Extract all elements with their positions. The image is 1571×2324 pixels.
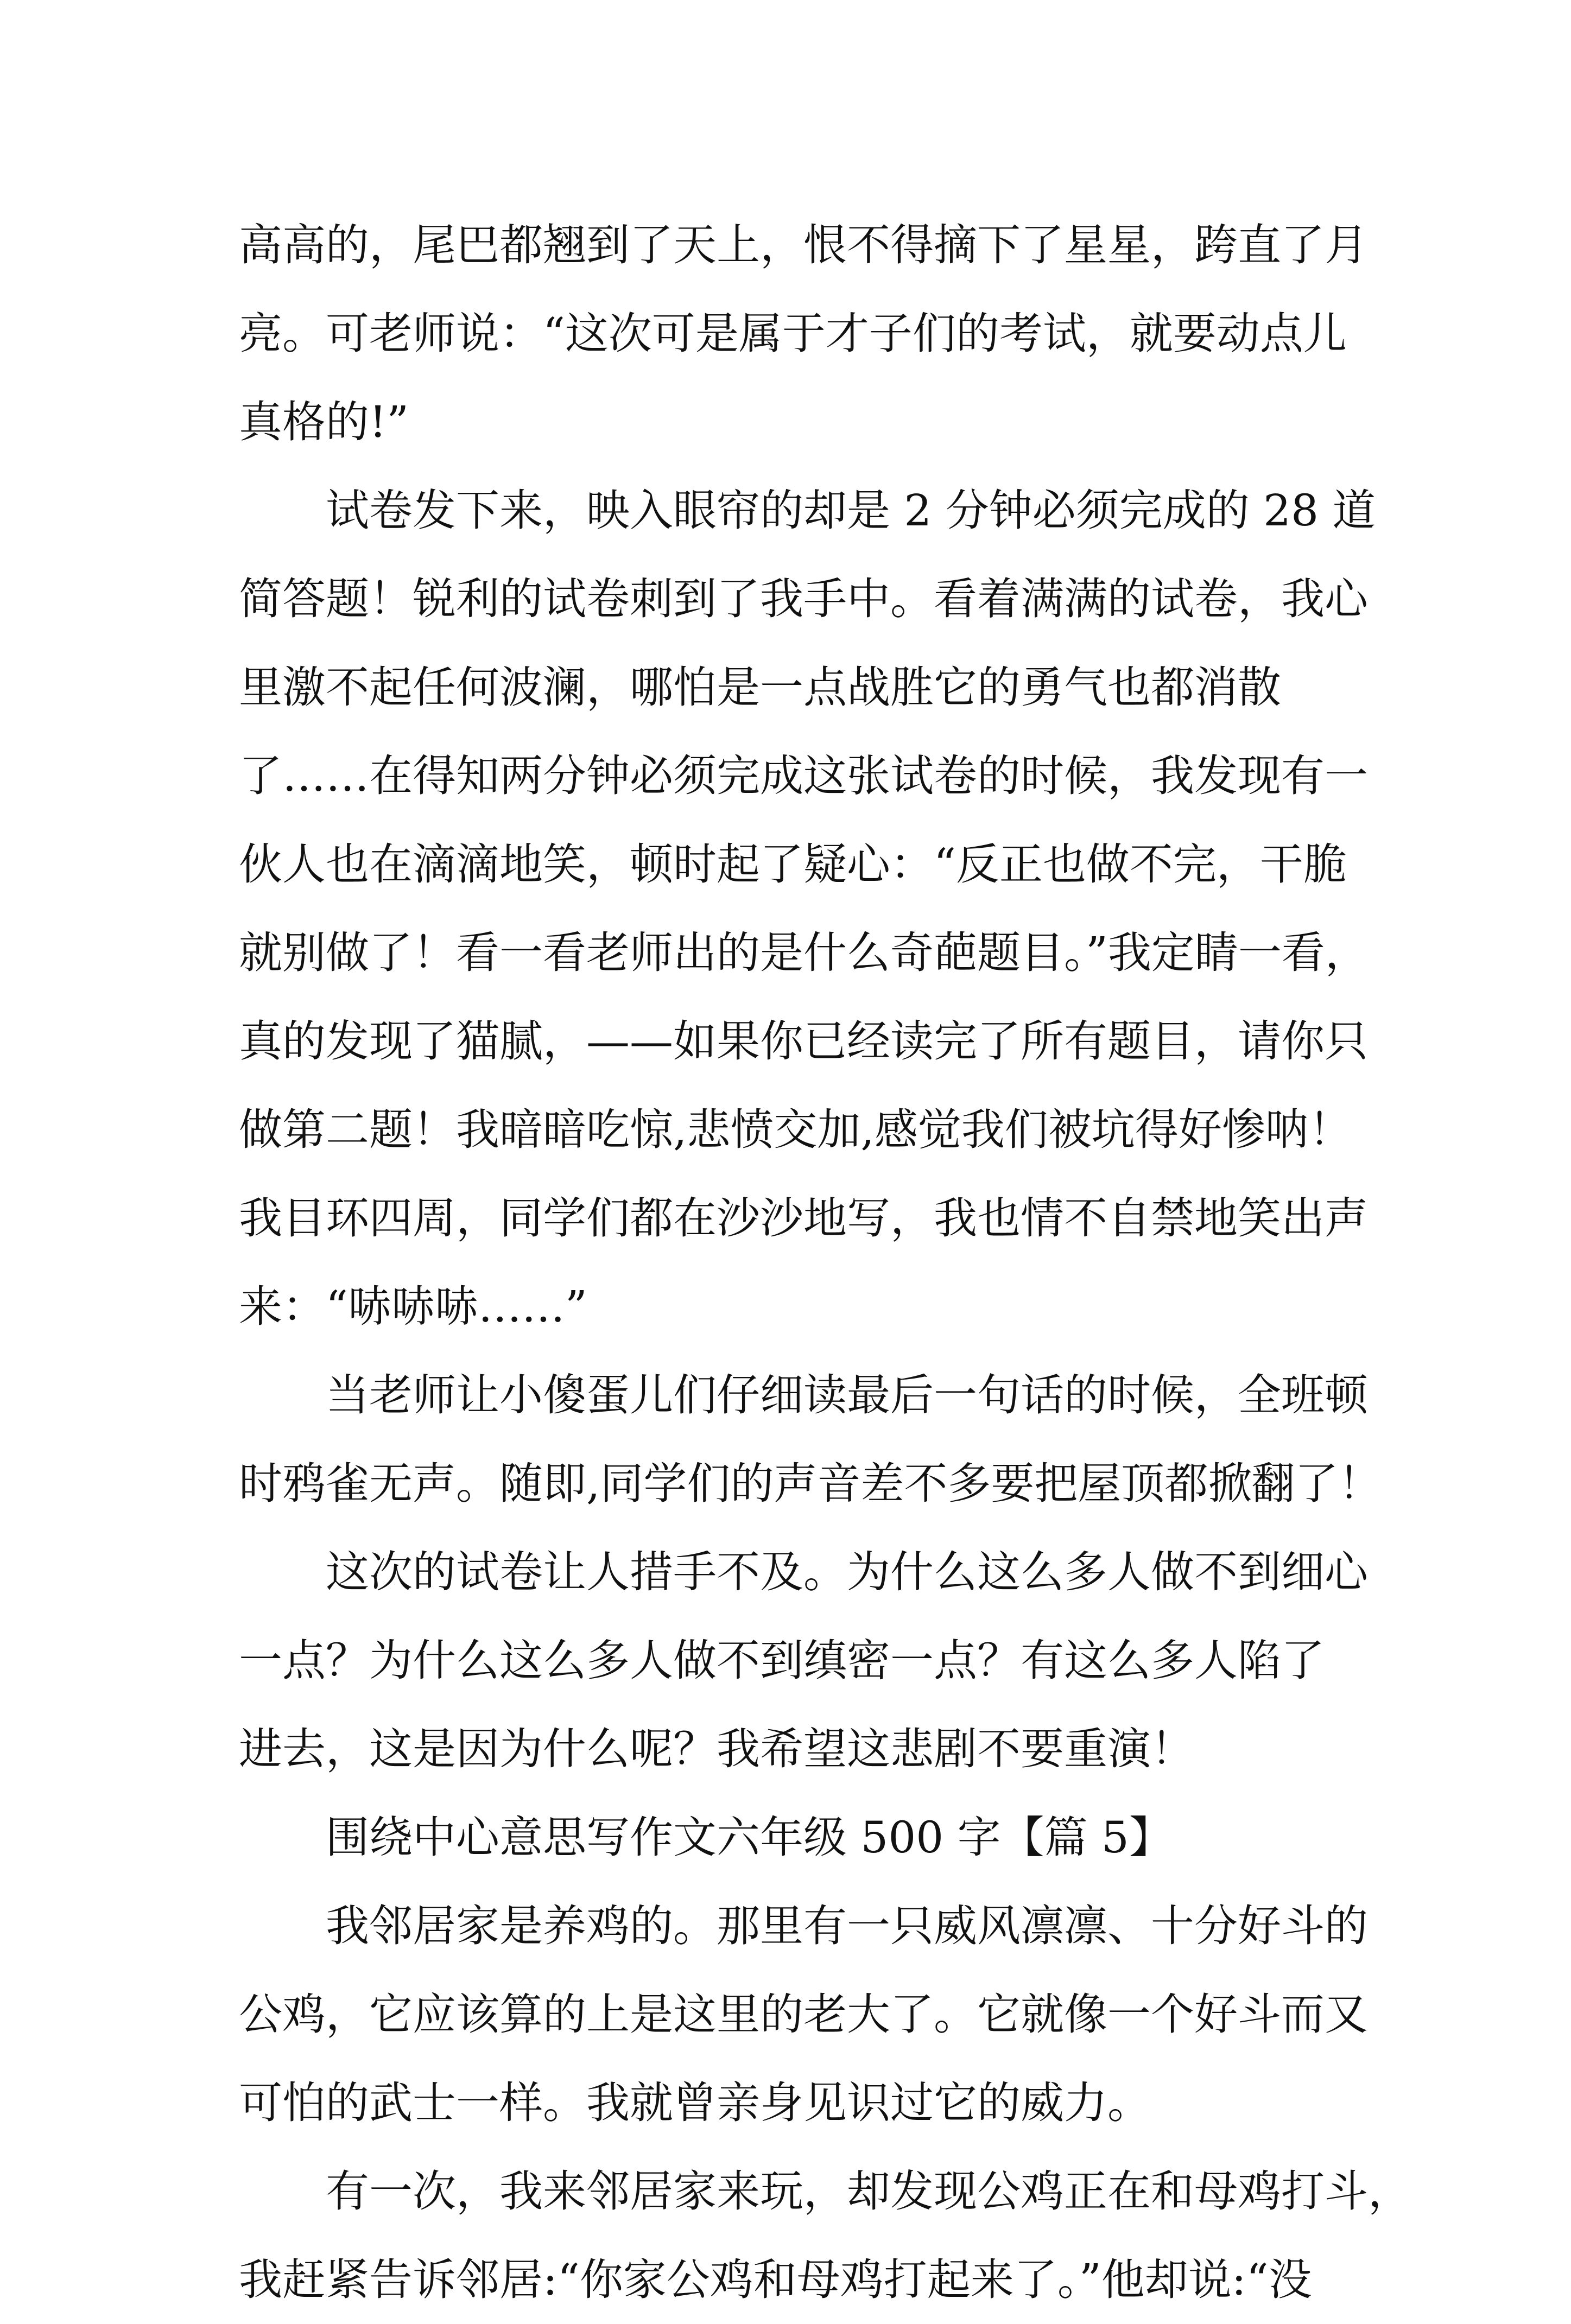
text-line: 做第二题！我暗暗吃惊,悲愤交加,感觉我们被坑得好惨呐！ (239, 1104, 1352, 1155)
paragraph-start-line: 试卷发下来，映入眼帘的却是 2 分钟必须完成的 28 道 (326, 485, 1376, 536)
paragraph-start-line: 我邻居家是养鸡的。那里有一只威风凛凛、十分好斗的 (326, 1901, 1368, 1951)
text-line: 高高的，尾巴都翘到了天上，恨不得摘下了星星，跨直了月 (239, 220, 1368, 270)
article-body (239, 201, 1411, 2324)
text-line: 进去，这是因为什么呢？我希望这悲剧不要重演！ (239, 1724, 1194, 1774)
text-line: 公鸡，它应该算的上是这里的老大了。它就像一个好斗而又 (239, 1989, 1368, 2040)
text-line: 一点？为什么这么多人做不到缜密一点？有这么多人陷了 (239, 1635, 1325, 1686)
paragraph-start-line: 当老师让小傻蛋儿们仔细读最后一句话的时候，全班顿 (326, 1370, 1368, 1420)
paragraph-start-line: 有一次，我来邻居家来玩，却发现公鸡正在和母鸡打斗， (326, 2166, 1411, 2217)
paragraph-start-line: 这次的试卷让人措手不及。为什么这么多人做不到细心 (326, 1547, 1368, 1597)
section-heading: 围绕中心意思写作文六年级 500 字【篇 5】 (326, 1812, 1173, 1863)
text-line: 了……在得知两分钟必须完成这张试卷的时候，我发现有一 (239, 751, 1368, 801)
text-line: 真的发现了猫腻，——如果你已经读完了所有题目，请你只 (239, 1016, 1368, 1066)
text-line: 我目环四周，同学们都在沙沙地写，我也情不自禁地笑出声 (239, 1193, 1368, 1243)
text-line: 里激不起任何波澜，哪怕是一点战胜它的勇气也都消散 (239, 662, 1281, 713)
text-line: 可怕的武士一样。我就曾亲身见识过它的威力。 (239, 2078, 1151, 2128)
text-line: 时鸦雀无声。随即,同学们的声音差不多要把屋顶都掀翻了！ (239, 1458, 1382, 1509)
text-line: 真格的!” (239, 397, 409, 447)
text-line: 就别做了！看一看老师出的是什么奇葩题目。”我定睛一看， (239, 928, 1369, 978)
text-line: 亮。可老师说：“这次可是属于才子们的考试，就要动点儿 (239, 308, 1347, 359)
text-line: 我赶紧告诉邻居:“你家公鸡和母鸡打起来了。”他却说:“没 (239, 2255, 1312, 2305)
text-line: 伙人也在滴滴地笑，顿时起了疑心：“反正也做不完，干脆 (239, 839, 1347, 890)
text-line: 来：“哧哧哧……” (239, 1281, 587, 1332)
text-line: 简答题！锐利的试卷刺到了我手中。看着满满的试卷，我心 (239, 574, 1368, 624)
